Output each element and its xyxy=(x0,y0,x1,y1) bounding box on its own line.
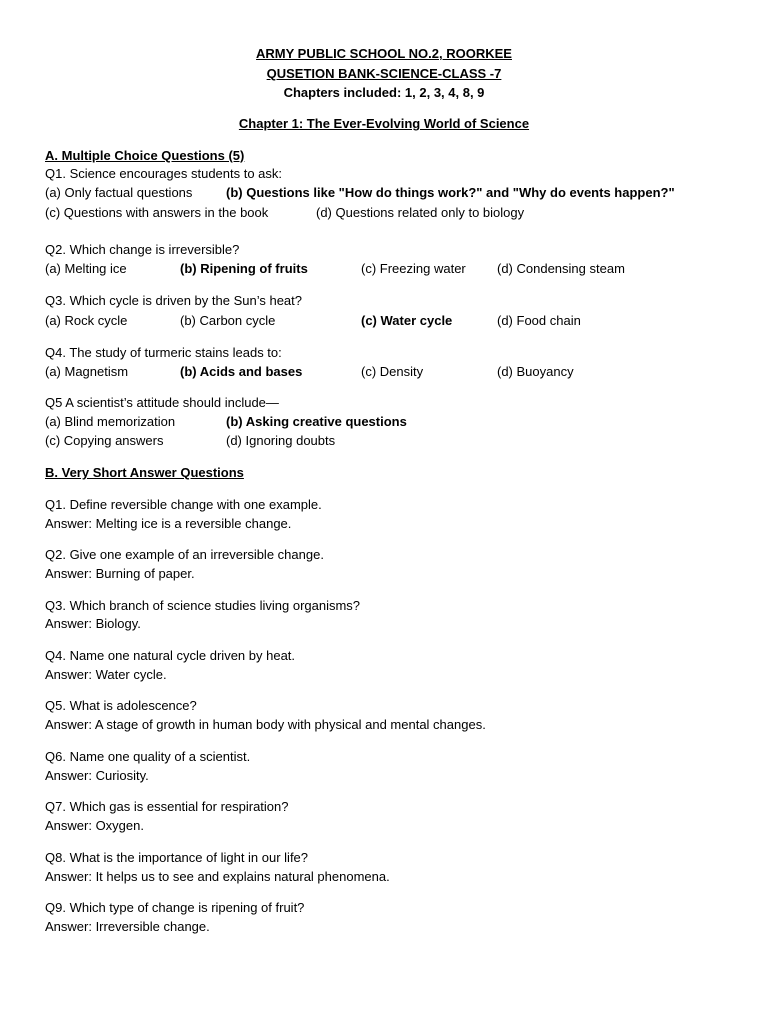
mcq-correct-option: (b) Asking creative questions xyxy=(226,414,407,429)
mcq-option: (a) Blind memorization xyxy=(45,414,176,429)
vsa-answer: Answer: A stage of growth in human body with physical and mental changes. xyxy=(45,717,486,732)
mcq-option: (a) Only factual questions xyxy=(45,185,193,200)
vsa-answer: Answer: Water cycle. xyxy=(45,667,167,682)
mcq-correct-option: (c) Water cycle xyxy=(361,313,453,328)
vsa-question: Q9. Which type of change is ripening of fruit? xyxy=(45,900,305,915)
vsa-question: Q7. Which gas is essential for respiration? xyxy=(45,799,289,814)
school-name: ARMY PUBLIC SCHOOL NO.2, ROORKEE xyxy=(256,46,512,61)
mcq-question: Q5 A scientist’s attitude should include— xyxy=(45,395,279,410)
vsa-question: Q4. Name one natural cycle driven by heat. xyxy=(45,648,296,663)
vsa-question: Q5. What is adolescence? xyxy=(45,698,197,713)
mcq-option: (c) Questions with answers in the book xyxy=(45,205,269,220)
vsa-answer: Answer: Burning of paper. xyxy=(45,566,195,581)
vsa-answer: Answer: Oxygen. xyxy=(45,818,144,833)
mcq-correct-option: (b) Acids and bases xyxy=(180,364,303,379)
mcq-option: (c) Freezing water xyxy=(361,261,466,276)
mcq-question: Q2. Which change is irreversible? xyxy=(45,242,240,257)
section-b-title: B. Very Short Answer Questions xyxy=(45,465,244,480)
mcq-option: (d) Ignoring doubts xyxy=(226,433,336,448)
question-bank-title: QUSETION BANK-SCIENCE-CLASS -7 xyxy=(266,66,502,81)
mcq-option: (a) Melting ice xyxy=(45,261,127,276)
section-a-title: A. Multiple Choice Questions (5) xyxy=(45,148,245,163)
vsa-answer: Answer: It helps us to see and explains natural phenomena. xyxy=(45,869,390,884)
vsa-answer: Answer: Biology. xyxy=(45,616,141,631)
mcq-option: (b) Carbon cycle xyxy=(180,313,276,328)
mcq-question: Q1. Science encourages students to ask: xyxy=(45,166,283,181)
vsa-question: Q1. Define reversible change with one example. xyxy=(45,497,322,512)
vsa-question: Q3. Which branch of science studies living organisms? xyxy=(45,598,361,613)
mcq-option: (c) Copying answers xyxy=(45,433,164,448)
mcq-option: (d) Questions related only to biology xyxy=(316,205,525,220)
vsa-answer: Answer: Melting ice is a reversible change. xyxy=(45,516,292,531)
vsa-question: Q2. Give one example of an irreversible change. xyxy=(45,547,324,562)
chapter-title: Chapter 1: The Ever-Evolving World of Science xyxy=(238,116,530,131)
mcq-option: (d) Buoyancy xyxy=(497,364,574,379)
vsa-question: Q6. Name one quality of a scientist. xyxy=(45,749,251,764)
vsa-answer: Answer: Irreversible change. xyxy=(45,919,210,934)
mcq-question: Q4. The study of turmeric stains leads to: xyxy=(45,345,282,360)
vsa-answer: Answer: Curiosity. xyxy=(45,768,149,783)
mcq-option: (a) Magnetism xyxy=(45,364,129,379)
mcq-option: (d) Condensing steam xyxy=(497,261,625,276)
mcq-correct-option: (b) Questions like "How do things work?" and "Why do events happen?" xyxy=(226,185,675,200)
mcq-question: Q3. Which cycle is driven by the Sun’s heat? xyxy=(45,293,302,308)
chapters-included: Chapters included: 1, 2, 3, 4, 8, 9 xyxy=(283,85,485,100)
vsa-question: Q8. What is the importance of light in our life? xyxy=(45,850,309,865)
mcq-option: (c) Density xyxy=(361,364,424,379)
mcq-option: (a) Rock cycle xyxy=(45,313,128,328)
mcq-correct-option: (b) Ripening of fruits xyxy=(180,261,308,276)
mcq-option: (d) Food chain xyxy=(497,313,581,328)
